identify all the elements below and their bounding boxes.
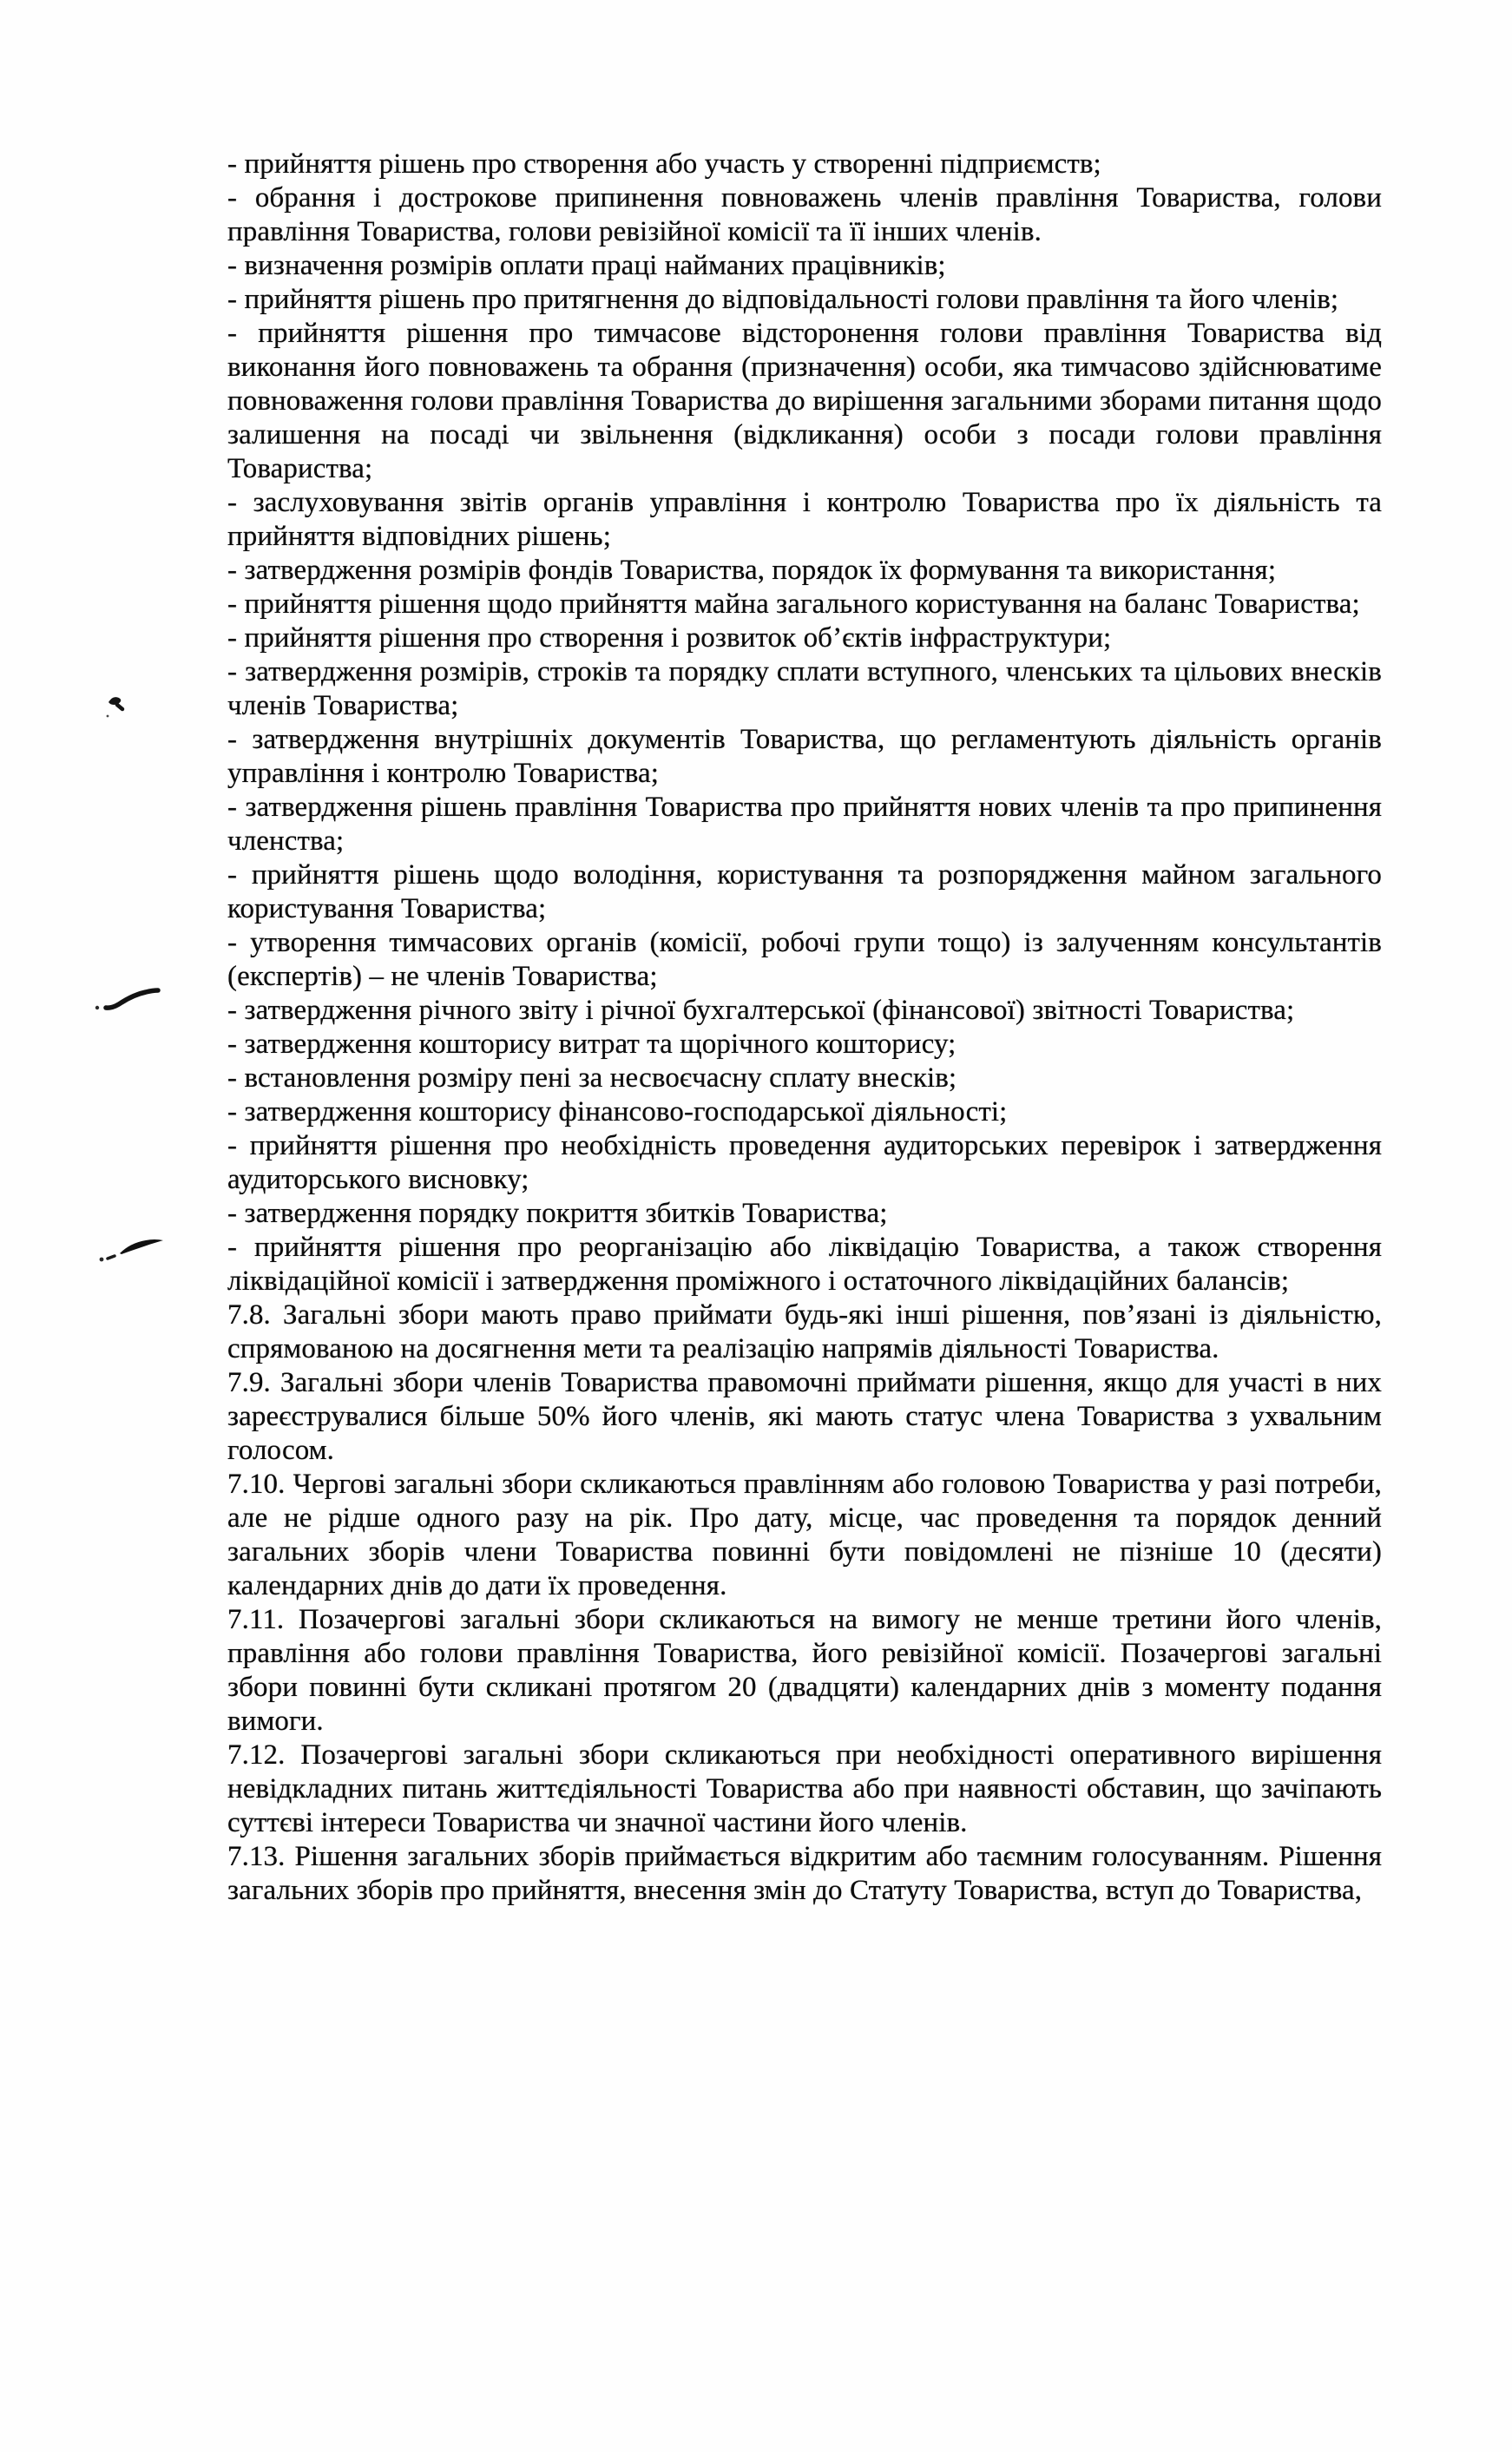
statute-text-block xyxy=(227,148,1382,1908)
pen-dash-icon xyxy=(94,1233,177,1267)
paragraph-text: заслуховування звітів органів управління і контролю Товариства про їх діяльність та прийняття відповідних рішень; xyxy=(227,487,1382,552)
clause-number: 7.10. xyxy=(227,1469,286,1500)
paragraph-text: затвердження розмірів фондів Товариства, порядок їх формування та використання; xyxy=(244,555,1277,586)
bullet-marker: - xyxy=(227,622,238,654)
bullet-paragraph xyxy=(227,554,1382,588)
bullet-paragraph xyxy=(227,249,1382,283)
bullet-paragraph xyxy=(227,858,1382,926)
paragraph-text: Рішення загальних зборів приймається відкритим або таємним голосуванням. Рішення загальних зборів про прийняття, внесення змін до Статуту Товариства, вступ до Товариства, xyxy=(227,1841,1382,1906)
paragraph-text: прийняття рішень про створення або участь у створенні підприємств; xyxy=(244,148,1101,180)
paragraph-text: встановлення розміру пені за несвоєчасну сплату внесків; xyxy=(244,1062,957,1094)
clause-paragraph xyxy=(227,1366,1382,1468)
bullet-marker: - xyxy=(227,724,238,755)
paragraph-text: прийняття рішень щодо володіння, користування та розпорядження майном загального користування Товариства; xyxy=(227,859,1382,924)
clause-number: 7.11. xyxy=(227,1604,285,1635)
clause-number: 7.8. xyxy=(227,1299,271,1331)
clause-paragraph xyxy=(227,1840,1382,1908)
bullet-marker: - xyxy=(227,487,238,518)
clause-paragraph xyxy=(227,1298,1382,1366)
bullet-marker: - xyxy=(227,1232,238,1263)
paragraph-text: утворення тимчасових органів (комісії, робочі групи тощо) із залученням консультантів (експертів) – не членів Товариства; xyxy=(227,927,1382,992)
bullet-marker: - xyxy=(227,1130,238,1161)
clause-number: 7.12. xyxy=(227,1739,286,1771)
bullet-marker: - xyxy=(227,995,238,1026)
paragraph-text: прийняття рішення про реорганізацію або ліквідацію Товариства, а також створення ліквідаційної комісії і затвердження проміжного і остаточного ліквідаційних балансів; xyxy=(227,1232,1382,1297)
bullet-paragraph xyxy=(227,181,1382,249)
paragraph-text: визначення розмірів оплати праці найманих працівників; xyxy=(244,250,946,281)
bullet-paragraph xyxy=(227,655,1382,723)
pen-dash-icon xyxy=(90,984,170,1016)
paragraph-text: затвердження порядку покриття збитків Товариства; xyxy=(244,1198,888,1229)
bullet-marker: - xyxy=(227,284,238,315)
bullet-marker: - xyxy=(227,1029,238,1060)
paragraph-text: Загальні збори членів Товариства правомочні приймати рішення, якщо для участі в них зареєструвалися більше 50% його членів, які мають статус члена Товариства з ухвальним голосом. xyxy=(227,1367,1382,1466)
bullet-paragraph xyxy=(227,588,1382,621)
bullet-paragraph xyxy=(227,1197,1382,1231)
bullet-marker: - xyxy=(227,1062,238,1094)
paragraph-text: Чергові загальні збори скликаються правлінням або головою Товариства у разі потреби, але не рідше одного разу на рік. Про дату, місце, час проведення та порядок денний загальних зборів члени Товариства повинні бути повідомлені не пізніше 10 (десяти) календарних днів до дати їх проведення. xyxy=(227,1469,1382,1601)
bullet-paragraph xyxy=(227,1095,1382,1129)
bullet-marker: - xyxy=(227,555,238,586)
bullet-marker: - xyxy=(227,250,238,281)
bullet-paragraph xyxy=(227,723,1382,791)
bullet-marker: - xyxy=(227,318,238,349)
bullet-paragraph xyxy=(227,791,1382,858)
bullet-marker: - xyxy=(227,656,238,687)
paragraph-text: обрання і дострокове припинення повноважень членів правління Товариства, голови правління Товариства, голови ревізійної комісії та її інших членів. xyxy=(227,182,1382,247)
clause-number: 7.9. xyxy=(227,1367,271,1398)
bullet-marker: - xyxy=(227,927,238,958)
bullet-paragraph xyxy=(227,1028,1382,1062)
paragraph-text: затвердження внутрішніх документів Товариства, що регламентують діяльність органів управління і контролю Товариства; xyxy=(227,724,1382,789)
bullet-marker: - xyxy=(227,588,238,620)
bullet-marker: - xyxy=(227,1198,238,1229)
pen-squiggle-icon xyxy=(101,693,132,720)
paragraph-text: затвердження рішень правління Товариства про прийняття нових членів та про припинення членства; xyxy=(227,792,1382,857)
clause-number: 7.13. xyxy=(227,1841,286,1872)
paragraph-text: затвердження кошторису фінансово-господарської діяльності; xyxy=(244,1096,1008,1127)
bullet-paragraph xyxy=(227,148,1382,181)
bullet-paragraph xyxy=(227,926,1382,994)
bullet-marker: - xyxy=(227,1096,238,1127)
clause-paragraph xyxy=(227,1468,1382,1603)
bullet-marker: - xyxy=(227,148,238,180)
clause-paragraph xyxy=(227,1603,1382,1739)
bullet-marker: - xyxy=(227,182,238,214)
paragraph-text: Позачергові загальні збори скликаються при необхідності оперативного вирішення невідкладних питань життєдіяльності Товариства або при наявності обставин, що зачіпають суттєві інтереси Товариства чи значної частини його членів. xyxy=(227,1739,1382,1838)
paragraph-text: прийняття рішення про тимчасове відсторонення голови правління Товариства від виконання його повноважень та обрання (призначення) особи, яка тимчасово здійснюватиме повноваження голови правління Товариства до вирішення загальними зборами питання щодо залишення на посаді чи звільнення (відкликання) особи з посади голови правління Товариства; xyxy=(227,318,1383,484)
paragraph-text: Загальні збори мають право приймати будь-які інші рішення, пов’язані із діяльністю, спрямованою на досягнення мети та реалізацію напрямів діяльності Товариства. xyxy=(227,1299,1382,1364)
clause-paragraph xyxy=(227,1739,1382,1840)
paragraph-text: прийняття рішення щодо прийняття майна загального користування на баланс Товариства; xyxy=(244,588,1360,620)
bullet-paragraph xyxy=(227,317,1382,486)
paragraph-text: Позачергові загальні збори скликаються на вимогу не менше третини його членів, правління або голови правління Товариства, його ревізійної комісії. Позачергові загальні збори повинні бути скликані протягом 20 (двадцяти) календарних днів з моменту подання вимоги. xyxy=(227,1604,1382,1737)
bullet-paragraph xyxy=(227,1231,1382,1298)
paragraph-text: затвердження кошторису витрат та щорічного кошторису; xyxy=(244,1029,957,1060)
paragraph-text: прийняття рішення про необхідність проведення аудиторських перевірок і затвердження аудиторського висновку; xyxy=(227,1130,1382,1195)
bullet-paragraph xyxy=(227,994,1382,1028)
bullet-marker: - xyxy=(227,792,238,823)
paragraph-text: прийняття рішень про притягнення до відповідальності голови правління та його членів; xyxy=(244,284,1339,315)
paragraph-text: прийняття рішення про створення і розвиток об’єктів інфраструктури; xyxy=(244,622,1112,654)
paragraph-text: затвердження річного звіту і річної бухгалтерської (фінансової) звітності Товариства; xyxy=(244,995,1295,1026)
bullet-marker: - xyxy=(227,859,238,891)
bullet-paragraph xyxy=(227,1129,1382,1197)
bullet-paragraph xyxy=(227,621,1382,655)
bullet-paragraph xyxy=(227,283,1382,317)
bullet-paragraph xyxy=(227,1062,1382,1095)
bullet-paragraph xyxy=(227,486,1382,554)
paragraph-text: затвердження розмірів, строків та порядку сплати вступного, членських та цільових внесків членів Товариства; xyxy=(227,656,1382,721)
